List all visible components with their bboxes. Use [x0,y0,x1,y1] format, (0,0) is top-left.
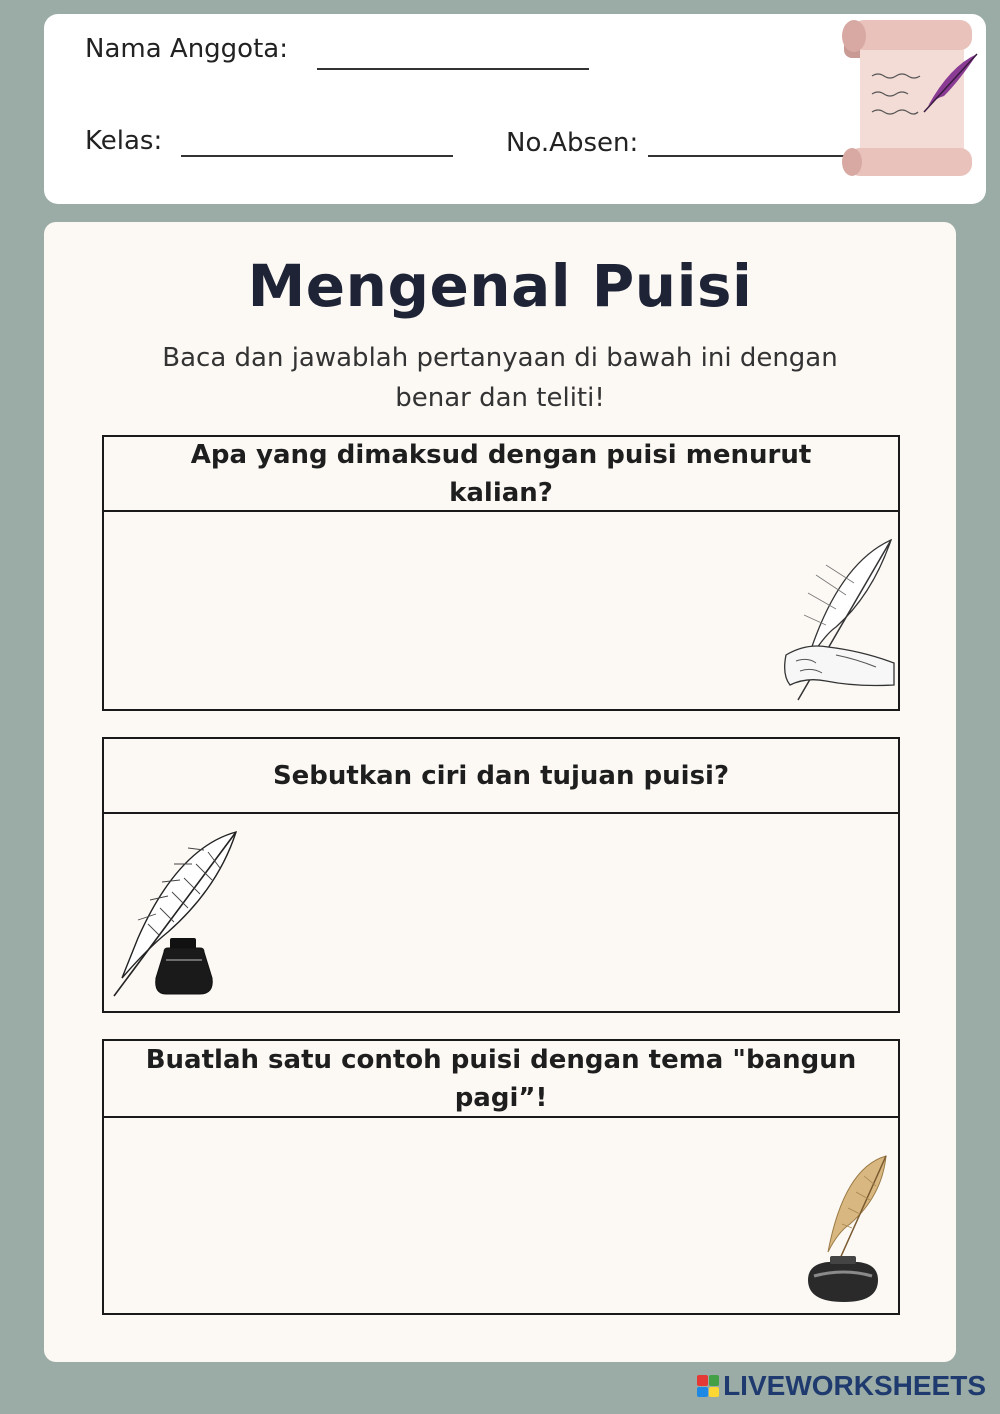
answer-area-3[interactable] [104,1118,898,1311]
name-label: Nama Anggota: [85,34,288,64]
name-input-line[interactable] [317,68,589,70]
liveworksheets-watermark [697,1366,986,1406]
scroll-quill-icon [832,14,982,184]
question-1-text: Apa yang dimaksud dengan puisi menurut kalian? [104,437,898,512]
question-box-3 [102,1039,900,1315]
page-title: Mengenal Puisi [247,252,753,320]
class-input-line[interactable] [181,155,453,157]
answer-area-2[interactable] [104,814,898,1009]
question-3-text: Buatlah satu contoh puisi dengan tema "bangun pagi”! [104,1041,898,1118]
feather-inkwell-icon [108,828,243,1003]
hand-quill-icon [776,535,896,705]
absen-input-line[interactable] [648,155,848,157]
golden-quill-inkwell-icon [794,1152,894,1307]
answer-area-1[interactable] [104,512,898,707]
question-box-1 [102,435,900,711]
question-2-text: Sebutkan ciri dan tujuan puisi? [104,739,898,814]
absen-label: No.Absen: [506,128,639,158]
class-label: Kelas: [85,126,163,156]
question-box-2 [102,737,900,1013]
liveworksheets-logo-icon [697,1375,719,1397]
instruction-text: Baca dan jawablah pertanyaan di bawah ini dengan benar dan teliti! [162,343,838,413]
watermark-text: LIVEWORKSHEETS [723,1370,986,1401]
